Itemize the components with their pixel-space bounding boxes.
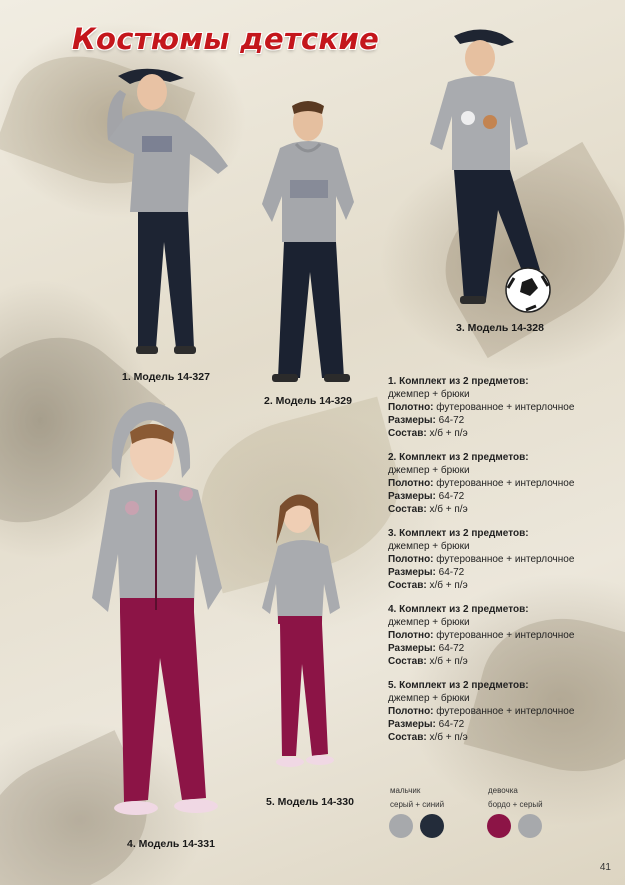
spec-heading: 1. Комплект из 2 предметов: (388, 376, 529, 387)
spec-composition-label: Состав: (388, 504, 427, 515)
spec-sizes: 64-72 (438, 491, 465, 502)
spec-heading: 3. Комплект из 2 предметов: (388, 528, 529, 539)
model-5-photo (262, 484, 352, 784)
spec-block (388, 603, 618, 668)
spec-sizes: 64-72 (438, 415, 465, 426)
spec-heading: 4. Комплект из 2 предметов: (388, 604, 529, 615)
spec-fabric: футерованное + интерлочное (436, 706, 575, 717)
spec-composition: х/б + п/э (429, 580, 468, 591)
boy-color-combo: серый + синий (390, 800, 445, 809)
grey-swatch (518, 814, 542, 838)
spec-items: джемпер + брюки (388, 617, 470, 628)
model-4-caption: 4. Модель 14-331 (127, 838, 215, 850)
spec-block (388, 527, 618, 592)
bordeaux-swatch (487, 814, 511, 838)
model-1-photo (100, 62, 240, 362)
spec-composition-label: Состав: (388, 656, 427, 667)
spec-composition-label: Состав: (388, 732, 427, 743)
spec-fabric-label: Полотно: (388, 478, 434, 489)
spec-sizes-label: Размеры: (388, 567, 436, 578)
page-number: 41 (599, 862, 611, 873)
spec-heading: 5. Комплект из 2 предметов: (388, 680, 529, 691)
spec-sizes-label: Размеры: (388, 643, 436, 654)
model-3-caption: 3. Модель 14-328 (456, 322, 544, 334)
specifications-list (388, 375, 618, 755)
spec-items: джемпер + брюки (388, 541, 470, 552)
spec-sizes-label: Размеры: (388, 415, 436, 426)
spec-sizes: 64-72 (438, 567, 465, 578)
grey-swatch (389, 814, 413, 838)
spec-composition: х/б + п/э (429, 504, 468, 515)
spec-heading: 2. Комплект из 2 предметов: (388, 452, 529, 463)
spec-composition: х/б + п/э (429, 732, 468, 743)
spec-fabric-label: Полотно: (388, 402, 434, 413)
spec-composition-label: Состав: (388, 428, 427, 439)
spec-block (388, 451, 618, 516)
page-title: Костюмы детские (72, 22, 380, 56)
spec-block (388, 375, 618, 440)
spec-fabric: футерованное + интерлочное (436, 478, 575, 489)
spec-fabric: футерованное + интерлочное (436, 554, 575, 565)
spec-fabric-label: Полотно: (388, 706, 434, 717)
spec-fabric-label: Полотно: (388, 630, 434, 641)
spec-sizes-label: Размеры: (388, 719, 436, 730)
model-2-caption: 2. Модель 14-329 (264, 395, 352, 407)
model-2-photo (250, 92, 370, 392)
spec-items: джемпер + брюки (388, 465, 470, 476)
model-1-caption: 1. Модель 14-327 (122, 371, 210, 383)
model-5-caption: 5. Модель 14-330 (266, 796, 354, 808)
spec-sizes: 64-72 (438, 719, 465, 730)
navy-swatch (420, 814, 444, 838)
spec-composition: х/б + п/э (429, 428, 468, 439)
spec-items: джемпер + брюки (388, 693, 470, 704)
model-4-photo (90, 398, 240, 830)
spec-composition: х/б + п/э (429, 656, 468, 667)
spec-fabric-label: Полотно: (388, 554, 434, 565)
girl-color-combo: бордо + серый (488, 800, 543, 809)
spec-items: джемпер + брюки (388, 389, 470, 400)
girl-label: девочка (488, 786, 518, 795)
spec-sizes-label: Размеры: (388, 491, 436, 502)
spec-block (388, 679, 618, 744)
spec-fabric: футерованное + интерлочное (436, 402, 575, 413)
spec-composition-label: Состав: (388, 580, 427, 591)
spec-fabric: футерованное + интерлочное (436, 630, 575, 641)
boy-label: мальчик (390, 786, 421, 795)
model-3-photo (418, 20, 568, 320)
spec-sizes: 64-72 (438, 643, 465, 654)
